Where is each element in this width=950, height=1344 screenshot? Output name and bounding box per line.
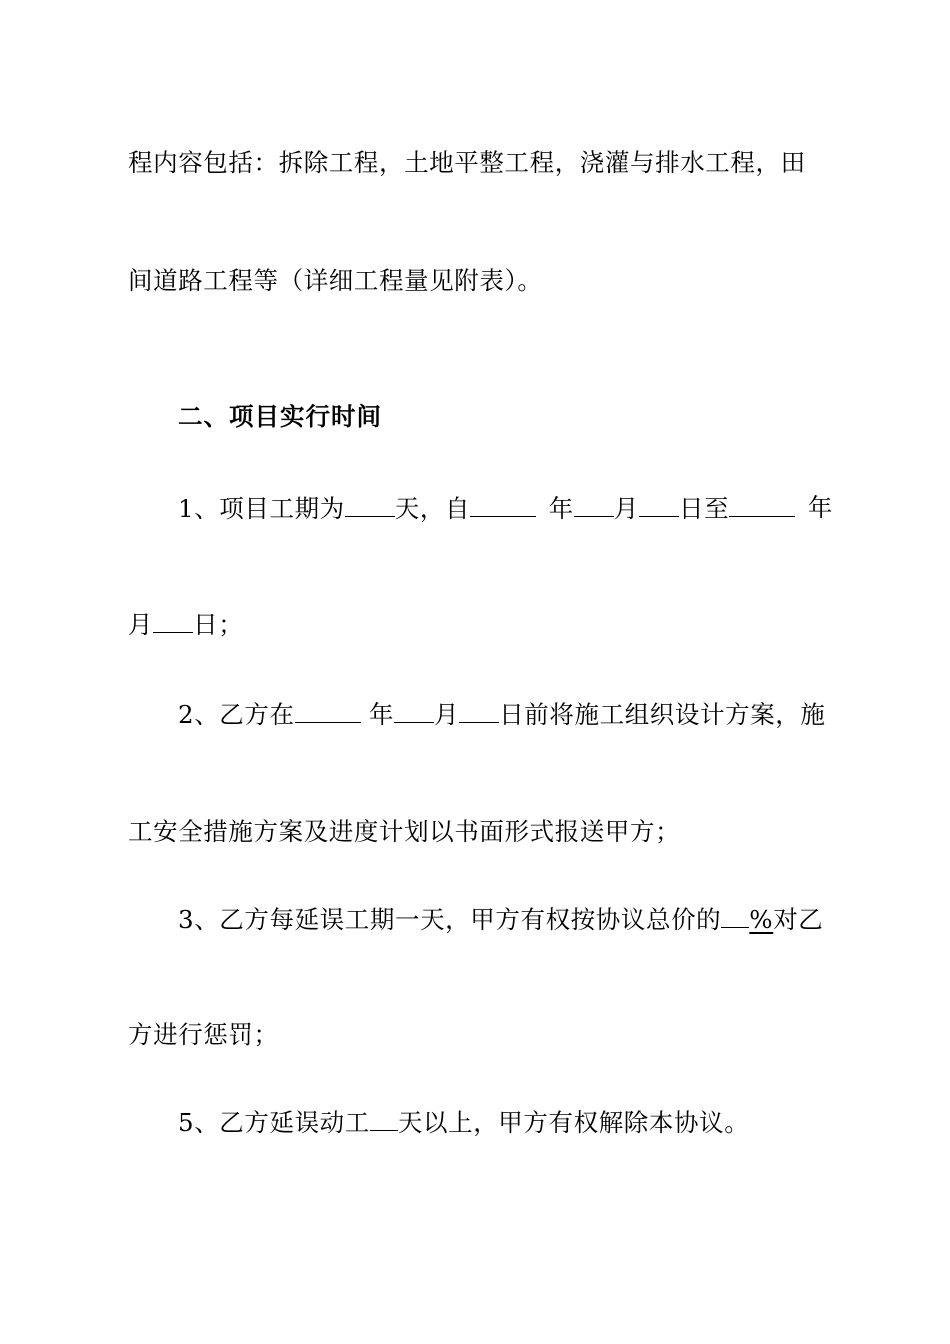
item1-segment: 1、项目工期为 天，自 xyxy=(178,491,536,526)
blank-submit-year xyxy=(295,697,361,723)
item2-text-2: 工安全措施方案及进度计划以书面形式报送甲方； xyxy=(128,817,681,846)
blank-penalty-percent xyxy=(721,902,749,928)
item2-line-1: 2、乙方在 年 月 日前将施工组织设计方案，施 xyxy=(178,697,833,732)
section-heading xyxy=(178,400,833,434)
blank-start-year xyxy=(470,491,536,517)
item1-line-1 xyxy=(178,491,833,526)
percent-sign: % xyxy=(749,905,774,934)
blank-submit-day xyxy=(459,697,499,723)
item3-line-1: 3、乙方每延误工期一天，甲方有权按协议总价的 %对乙 xyxy=(178,902,833,937)
item1-line-2: 月 日； xyxy=(128,607,833,642)
blank-end-year xyxy=(729,491,795,517)
item5-line: 5、乙方延误动工 天以上，甲方有权解除本协议。 xyxy=(178,1105,833,1140)
item1-segment: 年 月 日至 xyxy=(549,491,795,526)
blank-delay-days xyxy=(370,1105,398,1131)
scope-text-2: 间道路工程等（详细工程量见附表）。 xyxy=(128,266,543,295)
section-heading-text: 二、项目实行时间 xyxy=(178,402,382,431)
item3-line-2 xyxy=(128,1018,833,1052)
blank-days xyxy=(345,491,395,517)
item3-text-2: 方进行惩罚； xyxy=(128,1020,279,1049)
blank-start-month xyxy=(574,491,614,517)
item2-line-2 xyxy=(128,815,833,849)
blank-start-day xyxy=(639,491,679,517)
scope-line-2 xyxy=(128,264,833,298)
blank-submit-month xyxy=(394,697,434,723)
item1-year-label: 年 xyxy=(807,493,833,522)
blank-end-day xyxy=(153,607,193,633)
scope-line-1 xyxy=(128,146,833,180)
scope-text-1: 程内容包括：拆除工程，土地平整工程，浇灌与排水工程，田 xyxy=(128,148,806,177)
